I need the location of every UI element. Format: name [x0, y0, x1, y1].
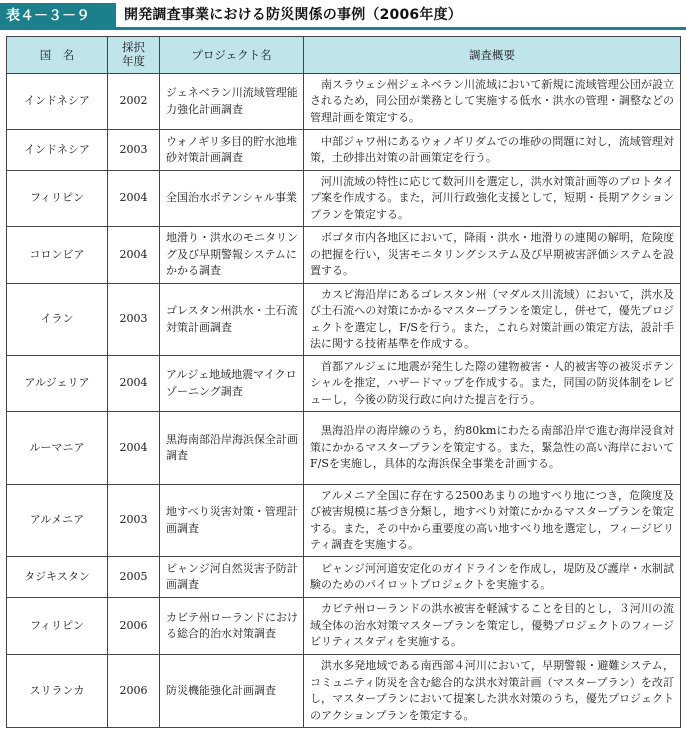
- cell-country: インドネシア: [7, 130, 108, 171]
- cell-year: 2002: [108, 74, 160, 130]
- table-title: 開発調査事業における防災関係の事例（2006年度）: [124, 7, 462, 23]
- table-row: [7, 485, 681, 557]
- cell-country: ルーマニア: [7, 412, 108, 485]
- cell-country: タジキスタン: [7, 557, 108, 598]
- cell-summary: 河川流域の特性に応じて数河川を選定し，洪水対策計画等のプロトタイプ案を作成する。また，河川行政強化支援として，短期・長期アクションプランを策定する。: [304, 171, 681, 227]
- cell-summary: ボゴタ市内各地区において，降雨・洪水・地滑りの連関の解明，危険度の把握を行い，災害モニタリングシステム及び早期被害評価システムを設置する。: [304, 227, 681, 284]
- projects-table: [6, 36, 681, 728]
- cell-year: 2004: [108, 356, 160, 412]
- table-row: [7, 227, 681, 284]
- cell-project: ゴレスタン州洪水・土石流対策計画調査: [160, 284, 304, 356]
- header-year-label: 採択年度: [122, 40, 145, 69]
- cell-summary: ピャンジ河河道安定化のガイドラインを作成し，堤防及び護岸・水制試験のためのパイロットプロジェクトを実施する。: [304, 557, 681, 598]
- cell-project: ウォノギリ多目的貯水池堆砂対策計画調査: [160, 130, 304, 171]
- title-underline: [0, 27, 686, 30]
- table-row: [7, 412, 681, 485]
- table-row: [7, 74, 681, 130]
- table-caption: [0, 0, 686, 28]
- table-row: [7, 284, 681, 356]
- cell-year: 2003: [108, 485, 160, 557]
- cell-project: カビテ州ローランドにおける総合的治水対策調査: [160, 598, 304, 655]
- cell-country: フィリピン: [7, 171, 108, 227]
- cell-country: スリランカ: [7, 655, 108, 728]
- header-country: 国 名: [7, 37, 108, 74]
- cell-summary: 南スラウェシ州ジェネベラン川流域において新規に流域管理公団が設立されるため，同公団が業務として実施する低水・洪水の管理・調整などの管理計画を策定する。: [304, 74, 681, 130]
- cell-country: アルジェリア: [7, 356, 108, 412]
- cell-year: 2006: [108, 655, 160, 728]
- cell-year: 2003: [108, 284, 160, 356]
- cell-summary: カスピ海沿岸にあるゴレスタン州（マダルス川流域）において，洪水及び土石流への対策にかかるマスタープランを策定し，併せて，優先プロジェクトを選定し，F/Sを行う。また，これら対策計画の策定方法，設計手法に関する技術基準を作成する。: [304, 284, 681, 356]
- header-project: プロジェクト名: [160, 37, 304, 74]
- cell-country: フィリピン: [7, 598, 108, 655]
- cell-year: 2006: [108, 598, 160, 655]
- table-row: [7, 171, 681, 227]
- cell-project: アルジェ地域地震マイクロゾーニング調査: [160, 356, 304, 412]
- cell-summary: 首都アルジェに地震が発生した際の建物被害・人的被害等の被災ポテンシャルを推定，ハザードマップを作成する。また，同国の防災体制をレビューし，今後の防災行政に向けた提言を行う。: [304, 356, 681, 412]
- cell-project: ピャンジ河自然災害予防計画調査: [160, 557, 304, 598]
- cell-project: 地すべり災害対策・管理計画調査: [160, 485, 304, 557]
- table-row: [7, 598, 681, 655]
- cell-year: 2004: [108, 412, 160, 485]
- header-year: [108, 37, 160, 74]
- cell-project: 防災機能強化計画調査: [160, 655, 304, 728]
- cell-summary: アルメニア全国に存在する2500あまりの地すべり地につき，危険度及び被害規模に基づき分類し，地すべり対策にかかるマスタープランを策定する。また，その中から重要度の高い地すべり地を選定し，フィージビリティ調査を実施する。: [304, 485, 681, 557]
- table-row: [7, 655, 681, 728]
- header-summary: 調査概要: [304, 37, 681, 74]
- cell-project: 黒海南部沿岸海浜保全計画調査: [160, 412, 304, 485]
- cell-country: コロンビア: [7, 227, 108, 284]
- cell-year: 2005: [108, 557, 160, 598]
- cell-project: 全国治水ポテンシャル事業: [160, 171, 304, 227]
- table-number-label: 表４－３－９: [0, 3, 116, 27]
- table-row: [7, 356, 681, 412]
- cell-summary: カビテ州ローランドの洪水被害を軽減することを目的とし，３河川の流域全体の治水対策マスタープランを策定し，優勢プロジェクトのフィージビリティスタディを実施する。: [304, 598, 681, 655]
- cell-summary: 中部ジャワ州にあるウォノギリダムでの堆砂の問題に対し，流域管理対策，土砂排出対策の計画策定を行う。: [304, 130, 681, 171]
- cell-year: 2004: [108, 227, 160, 284]
- cell-summary: 黒海沿岸の海岸線のうち，約80kmにわたる南部沿岸で進む海岸浸食対策にかかるマスタープランを策定する。また，緊急性の高い海岸においてF/Sを実施し，具体的な海浜保全事業を計画する。: [304, 412, 681, 485]
- cell-country: イラン: [7, 284, 108, 356]
- cell-project: 地滑り・洪水のモニタリング及び早期警報システムにかかる調査: [160, 227, 304, 284]
- cell-country: インドネシア: [7, 74, 108, 130]
- table-header-row: [7, 37, 681, 74]
- cell-country: アルメニア: [7, 485, 108, 557]
- cell-year: 2003: [108, 130, 160, 171]
- table-row: [7, 130, 681, 171]
- cell-project: ジェネベラン川流域管理能力強化計画調査: [160, 74, 304, 130]
- table-row: [7, 557, 681, 598]
- cell-summary: 洪水多発地域である南西部４河川において，早期警報・避難システム，コミュニティ防災を含む総合的な洪水対策計画（マスタープラン）を改訂し，マスタープランにおいて提案した洪水対策のうち，優先プロジェクトのアクションプランを策定する。: [304, 655, 681, 728]
- cell-year: 2004: [108, 171, 160, 227]
